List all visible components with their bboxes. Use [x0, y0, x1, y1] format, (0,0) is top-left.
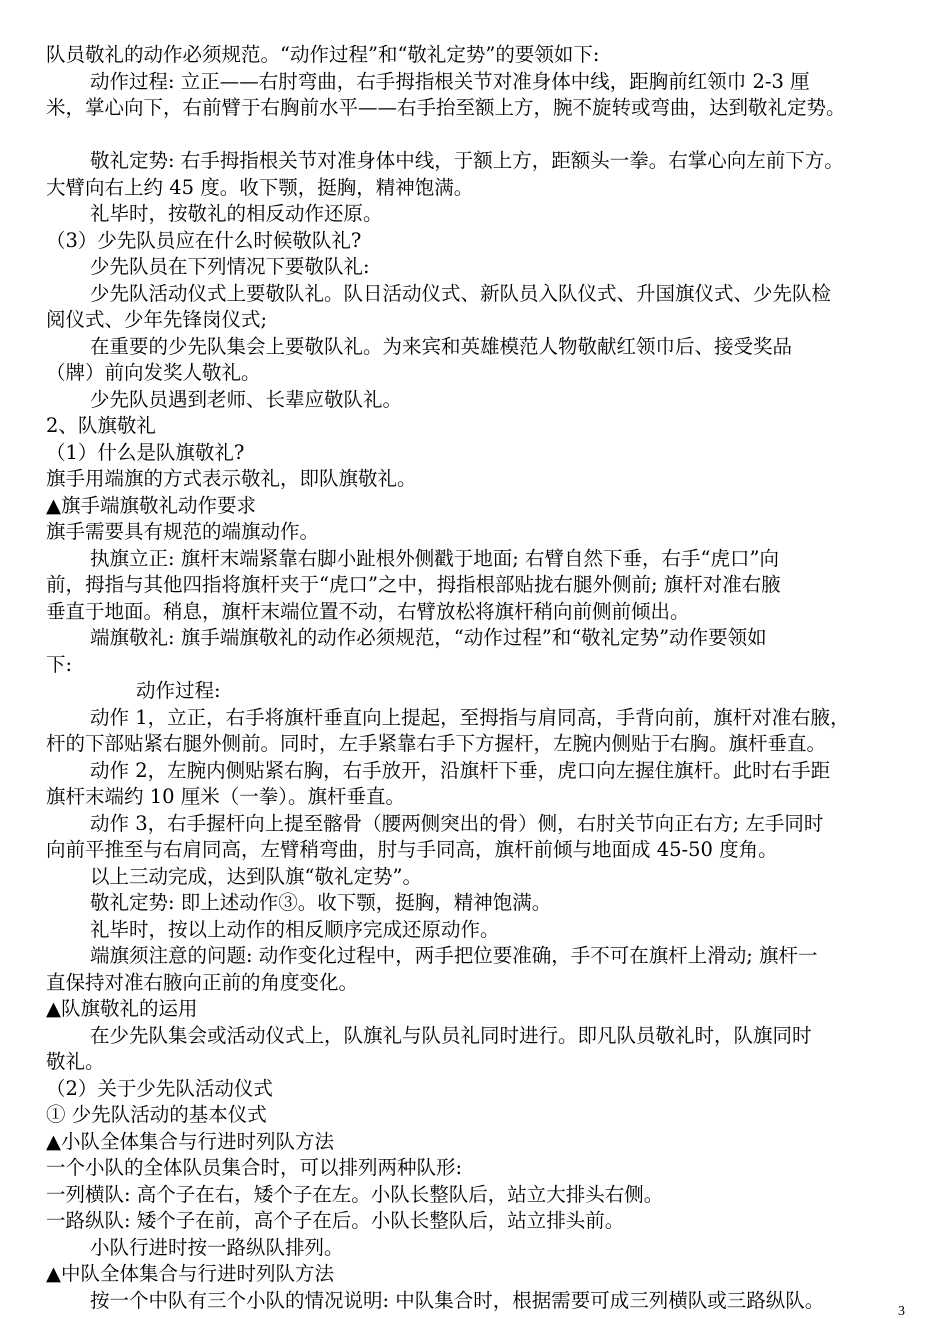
text-line: ▲旗手端旗敬礼动作要求	[46, 493, 256, 517]
text-line: 旗手用端旗的方式表示敬礼，即队旗敬礼。	[46, 467, 417, 490]
text-line: 旗杆末端约 10 厘米（一拳）。旗杆垂直。	[46, 785, 405, 808]
text-line: 旗手需要具有规范的端旗动作。	[46, 520, 320, 543]
text-line: 前，拇指与其他四指将旗杆夹于“虎口”之中，拇指根部贴拢右腿外侧前; 旗杆对准右腋	[46, 573, 781, 596]
text-line: 动作过程: 立正——右肘弯曲，右手拇指根关节对准身体中线，距胸前红领巾 2-3 厘	[90, 69, 810, 93]
text-line: 敬礼。	[46, 1050, 105, 1073]
text-line: ▲小队全体集合与行进时列队方法	[46, 1129, 334, 1153]
text-line: （2）关于少先队活动仪式	[46, 1076, 273, 1100]
text-line: 动作 1，立正，右手将旗杆垂直向上提起，至拇指与肩同高，手背向前，旗杆对准右腋，	[90, 705, 850, 729]
text-line: 下:	[46, 652, 73, 676]
document-body	[46, 42, 914, 1314]
text-line: 少先队活动仪式上要敬队礼。队日活动仪式、新队员入队仪式、升国旗仪式、少先队检	[90, 281, 832, 305]
text-line: ▲队旗敬礼的运用	[46, 997, 198, 1020]
text-line: 动作过程:	[136, 679, 221, 702]
text-line: 在少先队集会或活动仪式上，队旗礼与队员礼同时进行。即凡队员敬礼时，队旗同时	[90, 1023, 812, 1047]
text-line: 直保持对准右腋向正前的角度变化。	[46, 970, 359, 994]
text-line: ▲中队全体集合与行进时列队方法	[46, 1262, 334, 1285]
text-line: （牌）前向发奖人敬礼。	[46, 361, 261, 384]
text-line: 2、队旗敬礼	[46, 414, 156, 437]
text-line: 以上三动完成，达到队旗“敬礼定势”。	[90, 864, 422, 888]
blank-line	[46, 122, 914, 149]
text-line: 礼毕时，按敬礼的相反动作还原。	[90, 202, 383, 225]
text-line: 队员敬礼的动作必须规范。“动作过程”和“敬礼定势”的要领如下:	[46, 43, 600, 66]
text-line: 大臂向右上约 45 度。收下颚，挺胸，精神饱满。	[46, 175, 474, 199]
page-number: 3	[898, 1304, 905, 1319]
text-line: 敬礼定势: 即上述动作③。收下颚，挺胸，精神饱满。	[90, 891, 552, 914]
text-line: 敬礼定势: 右手拇指根关节对准身体中线，于额上方，距额头一拳。右掌心向左前下方。	[90, 149, 844, 172]
text-line: 端旗须注意的问题: 动作变化过程中，两手把位要准确，手不可在旗杆上滑动; 旗杆一	[90, 944, 818, 967]
text-line: （1）什么是队旗敬礼?	[46, 440, 245, 464]
text-line: 端旗敬礼: 旗手端旗敬礼的动作必须规范，“动作过程”和“敬礼定势”动作要领如	[90, 626, 767, 649]
text-line: 按一个中队有三个小队的情况说明: 中队集合时，根据需要可成三列横队或三路纵队。	[90, 1288, 825, 1312]
text-line: 少先队员在下列情况下要敬队礼:	[90, 255, 370, 278]
text-line: 一个小队的全体队员集合时，可以排列两种队形:	[46, 1156, 463, 1179]
text-line: 执旗立正: 旗杆末端紧靠右脚小趾根外侧戳于地面; 右臂自然下垂，右手“虎口”向	[90, 546, 779, 570]
text-line: 米，掌心向下，右前臂于右胸前水平——右手抬至额上方，腕不旋转或弯曲，达到敬礼定势。	[46, 96, 846, 119]
text-line: 向前平推至与右肩同高，左臂稍弯曲，肘与手同高，旗杆前倾与地面成 45-50 度角。	[46, 838, 778, 861]
text-line: 动作 3，右手握杆向上提至髂骨（腰两侧突出的骨）侧，右肘关节向正右方; 左手同时	[90, 811, 824, 835]
text-line: 一路纵队: 矮个子在前，高个子在后。小队长整队后，站立排头前。	[46, 1209, 625, 1232]
text-line: 一列横队: 高个子在右，矮个子在左。小队长整队后，站立大排头右侧。	[46, 1182, 664, 1206]
text-line: 礼毕时，按以上动作的相反顺序完成还原动作。	[90, 917, 500, 941]
text-line: 少先队员遇到老师、长辈应敬队礼。	[90, 387, 403, 411]
text-line: 阅仪式、少年先锋岗仪式;	[46, 308, 268, 331]
text-line: 垂直于地面。稍息，旗杆末端位置不动，右臂放松将旗杆稍向前侧前倾出。	[46, 599, 690, 623]
text-line: 小队行进时按一路纵队排列。	[90, 1235, 344, 1259]
text-line: 动作 2，左腕内侧贴紧右胸，右手放开，沿旗杆下垂，虎口向左握住旗杆。此时右手距	[90, 758, 831, 782]
text-line: （3）少先队员应在什么时候敬队礼?	[46, 228, 362, 252]
text-line: ① 少先队活动的基本仪式	[46, 1103, 267, 1126]
text-line: 在重要的少先队集会上要敬队礼。为来宾和英雄模范人物敬献红领巾后、接受奖品	[90, 334, 793, 358]
text-line: 杆的下部贴紧右腿外侧前。同时，左手紧靠右手下方握杆，左腕内侧贴于右胸。旗杆垂直。	[46, 732, 827, 755]
